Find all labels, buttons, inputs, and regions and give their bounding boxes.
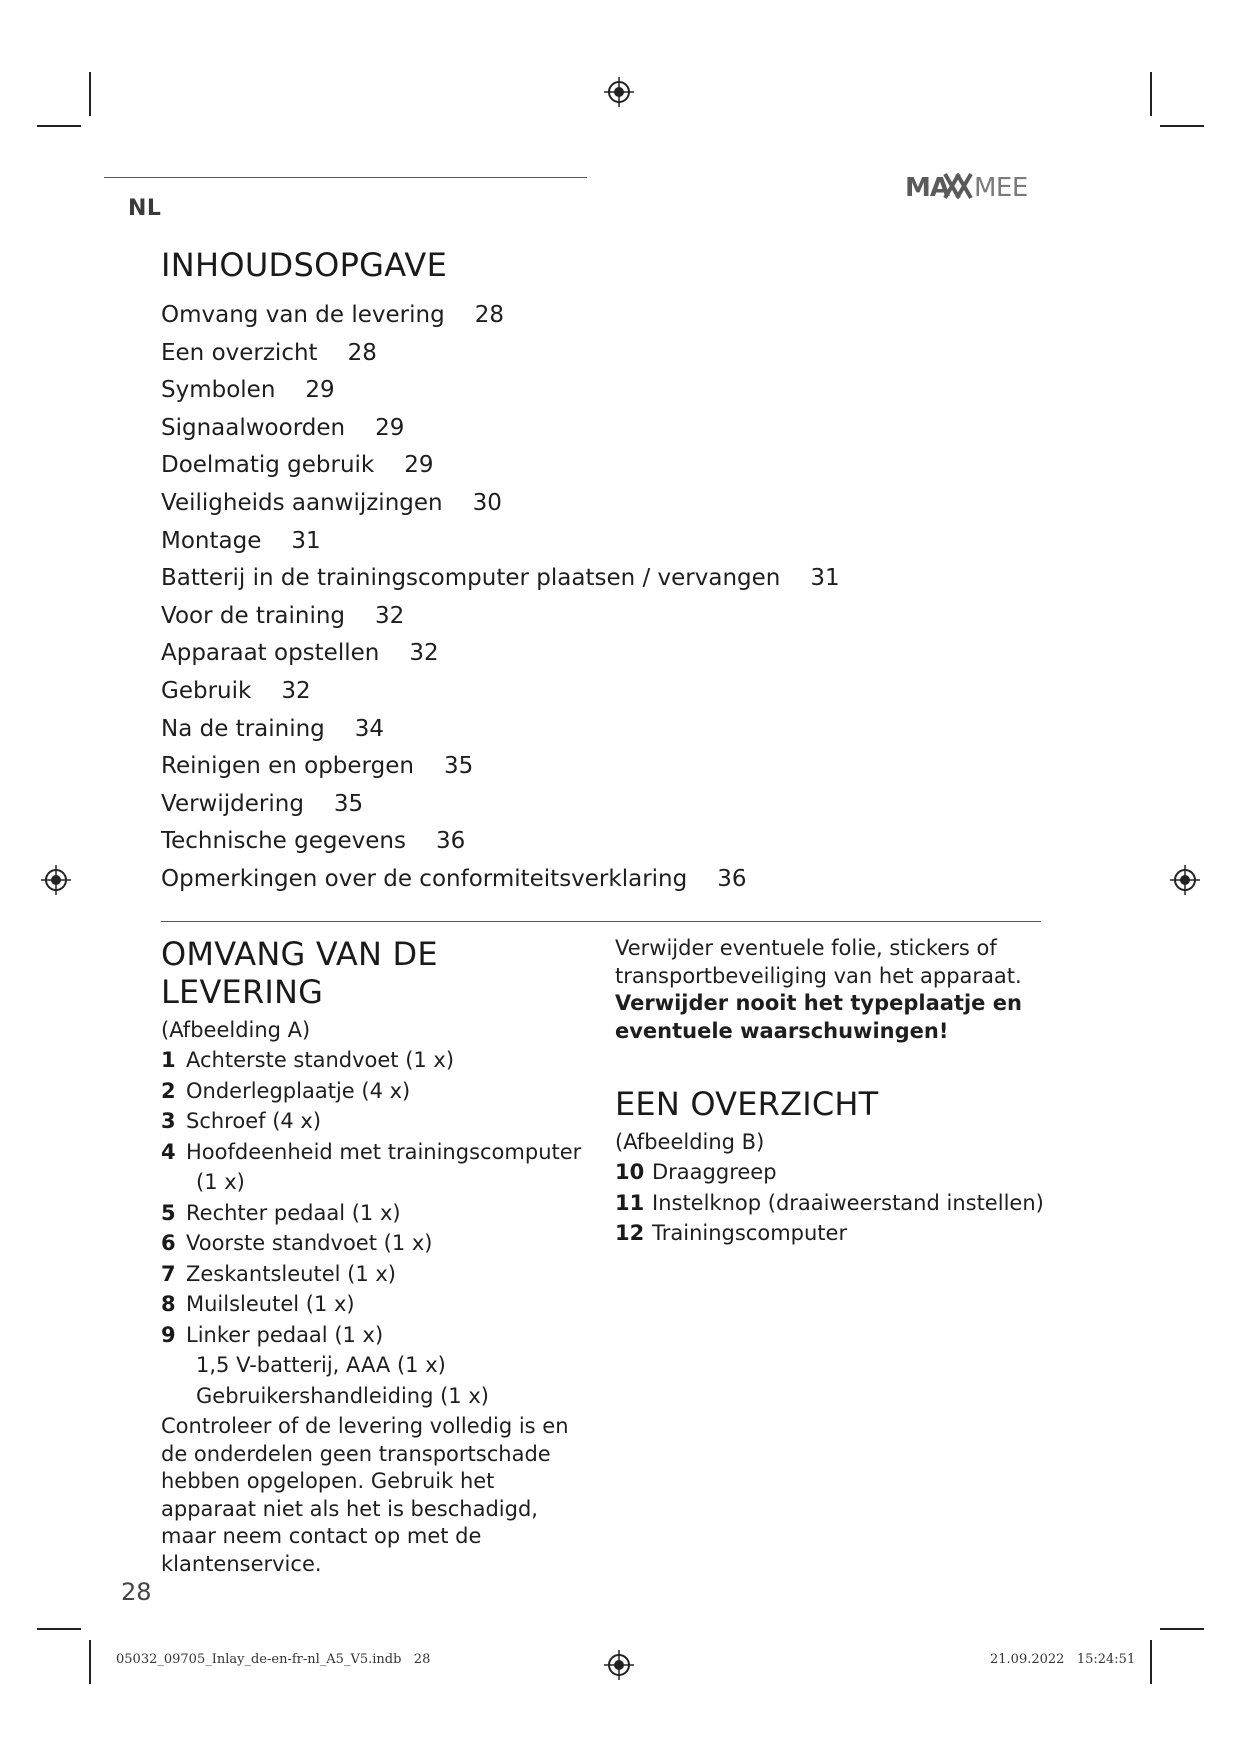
toc-item-label: Signaalwoorden — [161, 414, 346, 441]
svg-text:MEE: MEE — [974, 173, 1028, 203]
delivery-subtitle: (Afbeelding A) — [161, 1018, 311, 1042]
part-text: Onderlegplaatje (4 x) — [186, 1078, 411, 1103]
part-item — [161, 1076, 591, 1107]
section-rule — [161, 921, 1041, 922]
toc-item — [161, 561, 840, 599]
toc-item — [161, 448, 840, 486]
toc-item-page: 31 — [291, 527, 321, 554]
toc-item — [161, 486, 840, 524]
part-number: 6 — [161, 1231, 176, 1255]
part-number: 2 — [161, 1078, 176, 1103]
toc-item-label: Reinigen en opbergen — [161, 753, 414, 780]
part-item — [161, 1228, 591, 1259]
part-number: 12 — [615, 1221, 645, 1245]
toc-item — [161, 824, 840, 862]
maxxmee-logo — [905, 166, 1040, 206]
part-item — [161, 1320, 591, 1351]
part-text: Achterste standvoet (1 x) — [186, 1048, 455, 1072]
part-number: 3 — [161, 1109, 176, 1133]
remove-warning: Verwijder nooit het typeplaatje en eventuele waarschuwingen! — [615, 991, 1022, 1043]
toc-item — [161, 411, 840, 449]
registration-mark-icon — [41, 865, 71, 895]
slug-file-name: 05032_09705_Inlay_de-en-fr-nl_A5_V5.indb 28 — [116, 1652, 431, 1667]
part-text: Voorste standvoet (1 x) — [186, 1231, 433, 1255]
toc-item-page: 32 — [281, 677, 311, 704]
part-item — [161, 1106, 591, 1137]
toc-item-page: 29 — [404, 452, 434, 479]
crop-mark — [37, 1628, 81, 1630]
part-item — [161, 1259, 591, 1290]
toc-item-page: 36 — [717, 865, 747, 892]
remove-text: Verwijder eventuele folie, stickers of transportbeveiliging van het apparaat. — [615, 936, 1022, 988]
toc-item — [161, 862, 840, 900]
part-text: Rechter pedaal (1 x) — [186, 1200, 401, 1225]
crop-mark — [1160, 1628, 1204, 1630]
toc-item-page: 28 — [347, 339, 377, 366]
part-text: Linker pedaal (1 x) — [186, 1322, 384, 1347]
toc-list — [161, 298, 840, 900]
delivery-title-line2: LEVERING — [161, 973, 324, 1011]
part-item — [615, 1188, 1055, 1219]
overview-title: EEN OVERZICHT — [615, 1085, 879, 1123]
toc-title: INHOUDSOPGAVE — [161, 246, 448, 284]
page-number: 28 — [121, 1578, 152, 1606]
part-number: 5 — [161, 1200, 176, 1225]
toc-item-label: Omvang van de levering — [161, 302, 445, 328]
language-label: NL — [128, 196, 162, 221]
toc-item-label: Verwijdering — [161, 790, 304, 817]
toc-item-page: 29 — [375, 414, 405, 441]
part-number: 7 — [161, 1261, 176, 1286]
delivery-title — [161, 935, 591, 1011]
toc-item-label: Technische gegevens — [161, 828, 406, 855]
delivery-title-line1: OMVANG VAN DE — [161, 935, 438, 973]
part-item — [615, 1157, 1055, 1188]
toc-item-label: Een overzicht — [161, 339, 318, 366]
part-extra-item: Gebruikershandleiding (1 x) — [196, 1383, 489, 1408]
toc-item — [161, 749, 840, 787]
part-item — [161, 1137, 591, 1168]
toc-item-label: Apparaat opstellen — [161, 640, 380, 667]
toc-item-page: 32 — [409, 640, 439, 667]
toc-item-label: Batterij in de trainingscomputer plaatsen / vervangen — [161, 565, 781, 592]
toc-item — [161, 599, 840, 637]
part-number: 4 — [161, 1139, 176, 1164]
slug-timestamp: 21.09.2022 15:24:51 — [990, 1652, 1136, 1667]
registration-mark-icon — [604, 77, 634, 107]
part-text: Draaggreep — [652, 1160, 777, 1184]
part-text: Instelknop (draaiweerstand instellen) — [652, 1190, 1044, 1215]
toc-item — [161, 712, 840, 750]
part-item — [161, 1198, 591, 1229]
header-rule — [104, 177, 587, 178]
crop-mark — [1150, 1640, 1152, 1684]
svg-text:MA: MA — [905, 173, 949, 203]
overview-subtitle: (Afbeelding B) — [615, 1130, 765, 1154]
part-text: Zeskantsleutel (1 x) — [186, 1261, 396, 1286]
part-item — [161, 1289, 591, 1320]
crop-mark — [89, 72, 91, 116]
part-item — [615, 1218, 1055, 1249]
toc-item — [161, 373, 840, 411]
delivery-section — [161, 935, 591, 1578]
crop-mark — [1150, 72, 1152, 116]
toc-item — [161, 636, 840, 674]
crop-mark — [89, 1640, 91, 1684]
toc-item-label: Voor de training — [161, 602, 346, 629]
part-item — [161, 1045, 591, 1076]
toc-item-label: Opmerkingen over de conformiteitsverklaring — [161, 865, 688, 892]
crop-mark — [1160, 125, 1204, 127]
toc-item-page: 31 — [810, 565, 840, 592]
toc-item-page: 36 — [435, 828, 466, 855]
toc-item — [161, 787, 840, 825]
toc-item-label: Na de training — [161, 715, 325, 742]
part-number: 8 — [161, 1292, 176, 1316]
part-number: 11 — [615, 1190, 645, 1215]
toc-item-page: 32 — [375, 602, 405, 629]
toc-item — [161, 524, 840, 562]
delivery-parts-list — [161, 1045, 591, 1411]
part-text: Trainingscomputer — [652, 1221, 848, 1245]
right-column — [615, 935, 1055, 1249]
toc-item-page: 35 — [443, 753, 474, 780]
part-text: Hoofdeenheid met trainingscomputer — [186, 1139, 582, 1164]
toc-item-label: Symbolen — [161, 377, 276, 404]
toc-item-page: 28 — [474, 302, 504, 328]
toc-item — [161, 674, 840, 712]
toc-item-page: 30 — [472, 489, 502, 516]
registration-mark-icon — [1170, 865, 1200, 895]
toc-item — [161, 336, 840, 374]
part-number: 10 — [615, 1160, 645, 1184]
registration-mark-icon — [604, 1650, 634, 1680]
toc-item-page: 29 — [305, 377, 335, 404]
part-text: Schroef (4 x) — [186, 1109, 322, 1133]
crop-mark — [37, 125, 81, 127]
delivery-check-text: Controleer of de levering volledig is en de onderdelen geen transportschade hebben opgelopen. Gebruik het apparaat niet als het is beschadigd, maar neem contact op met de klantenservice. — [161, 1414, 569, 1576]
part-number: 1 — [161, 1048, 176, 1072]
toc-item-page: 34 — [354, 715, 385, 742]
toc-item-label: Montage — [161, 527, 262, 554]
toc-item — [161, 298, 840, 336]
part-number: 9 — [161, 1322, 176, 1347]
toc-item-label: Gebruik — [161, 677, 252, 704]
toc-item-page: 35 — [333, 790, 364, 817]
overview-parts-list — [615, 1157, 1055, 1249]
part-extra-item: 1,5 V-batterij, AAA (1 x) — [196, 1353, 446, 1377]
part-text: Muilsleutel (1 x) — [186, 1292, 355, 1316]
toc-item-label: Doelmatig gebruik — [161, 452, 375, 479]
toc-item-label: Veiligheids aanwijzingen — [161, 489, 443, 516]
part-text-continued: (1 x) — [196, 1170, 245, 1194]
